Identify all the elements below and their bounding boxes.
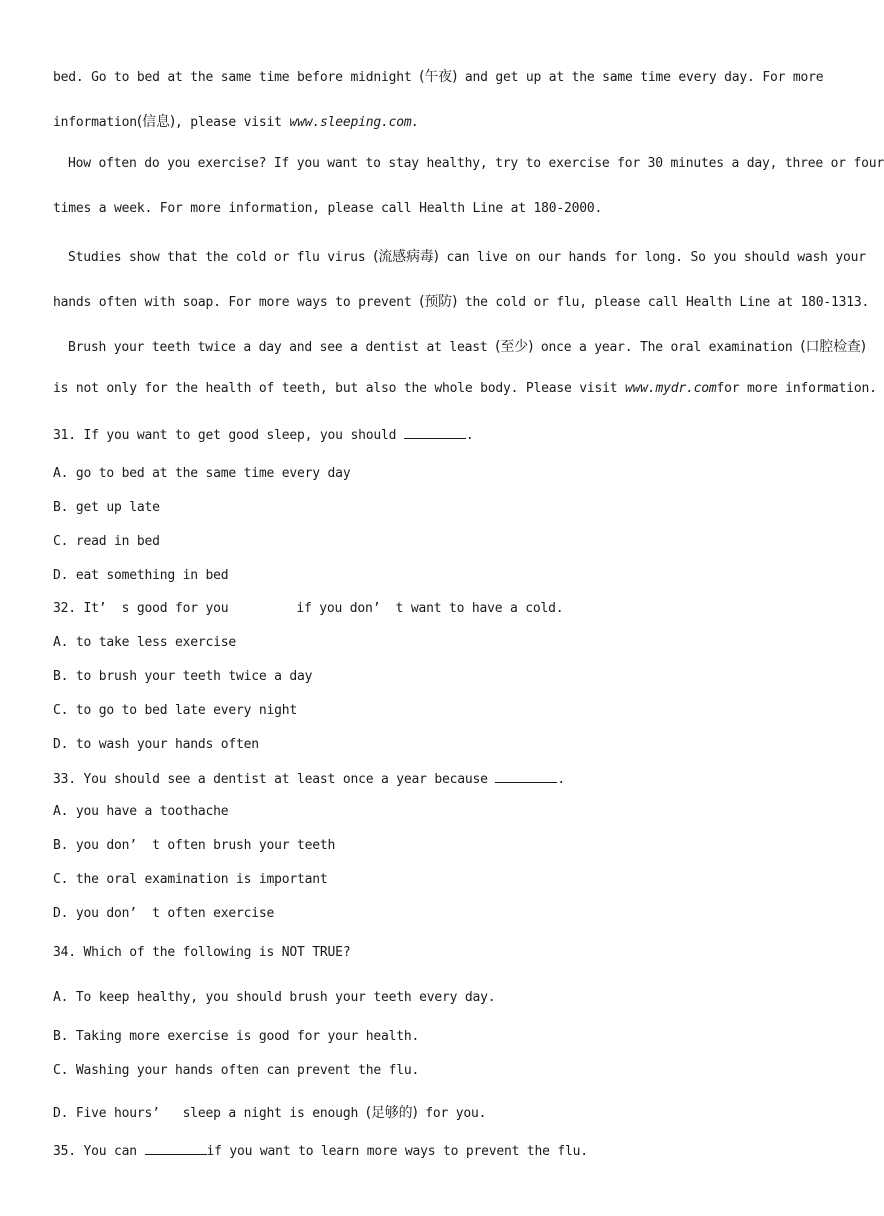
website-link: www.sleeping.com.: [289, 115, 420, 130]
website-link: www.mydr.com: [625, 381, 717, 396]
passage-text: Brush your teeth twice a day and see a dentist at least: [68, 340, 488, 355]
passage-line: [68, 156, 884, 171]
question-33-stem: [53, 770, 565, 787]
question-text: 32. It’ s good for you: [53, 601, 229, 616]
passage-text: can live on our hands for long. So you should wash your: [446, 250, 866, 265]
question-text: 31. If you want to get good sleep, you should: [53, 428, 397, 443]
chinese-gloss: (足够的): [365, 1105, 418, 1121]
passage-text: once a year. The oral examination: [540, 340, 793, 355]
answer-blank[interactable]: [404, 426, 466, 439]
option-d[interactable]: D. you don’ t often exercise: [53, 906, 275, 921]
question-text: 33. You should see a dentist at least once a year because: [53, 772, 488, 787]
passage-text: bed. Go to bed at the same time before midnight: [53, 70, 412, 85]
answer-blank[interactable]: [145, 1142, 207, 1155]
passage-text: How often do you exercise? If you want to stay healthy, try to exercise for 30 minutes a day, three or four: [68, 156, 884, 171]
option-text: D. Five hours’ sleep a night is enough: [53, 1106, 359, 1121]
question-text: .: [465, 428, 474, 443]
passage-text: for more information.: [716, 381, 877, 396]
question-text: .: [557, 772, 566, 787]
option-b[interactable]: B. get up late: [53, 500, 160, 515]
passage-text: is not only for the health of teeth, but also the whole body. Please visit: [53, 381, 618, 396]
option-c[interactable]: C. Washing your hands often can prevent the flu.: [53, 1063, 420, 1078]
option-c[interactable]: C. the oral examination is important: [53, 872, 328, 887]
passage-text: and get up at the same time every day. For more: [464, 70, 824, 85]
passage-line: [68, 246, 866, 266]
chinese-gloss: (信息): [136, 114, 176, 130]
chinese-gloss: (午夜): [419, 69, 458, 85]
passage-line: [53, 111, 419, 131]
passage-text: times a week. For more information, please call Health Line at 180-2000.: [53, 201, 603, 216]
option-c[interactable]: C. to go to bed late every night: [53, 703, 298, 718]
passage-text: the cold or flu, please call Health Line at 180-1313.: [464, 295, 870, 310]
passage-line: [68, 336, 866, 356]
passage-line: [53, 381, 877, 396]
passage-line: [53, 291, 869, 311]
passage-text: hands often with soap. For more ways to prevent: [53, 295, 412, 310]
question-text: if you want to learn more ways to prevent the flu.: [206, 1144, 588, 1159]
passage-line: [53, 66, 824, 86]
question-34-stem: 34. Which of the following is NOT TRUE?: [53, 945, 351, 960]
option-d[interactable]: [53, 1102, 486, 1122]
passage-text: information: [53, 115, 137, 130]
chinese-gloss: (流感病毒): [373, 249, 439, 265]
option-d[interactable]: D. to wash your hands often: [53, 737, 259, 752]
question-text: if you don’ t want to have a cold.: [296, 601, 564, 616]
passage-line: [53, 201, 602, 216]
chinese-gloss: (预防): [419, 294, 458, 310]
passage-text: , please visit: [175, 115, 282, 130]
option-d[interactable]: D. eat something in bed: [53, 568, 229, 583]
option-a[interactable]: A. you have a toothache: [53, 804, 229, 819]
passage-text: Studies show that the cold or flu virus: [68, 250, 366, 265]
option-text: for you.: [425, 1106, 487, 1121]
option-c[interactable]: C. read in bed: [53, 534, 160, 549]
option-a[interactable]: A. go to bed at the same time every day: [53, 466, 351, 481]
chinese-gloss: (口腔检查): [800, 339, 866, 355]
question-31-stem: [53, 426, 473, 443]
question-text: 35. You can: [53, 1144, 137, 1159]
answer-blank[interactable]: [495, 770, 557, 783]
option-a[interactable]: A. to take less exercise: [53, 635, 237, 650]
chinese-gloss: (至少): [495, 339, 534, 355]
question-35-stem: [53, 1142, 588, 1159]
question-32-stem: [53, 601, 563, 616]
option-b[interactable]: B. to brush your teeth twice a day: [53, 669, 313, 684]
option-a[interactable]: A. To keep healthy, you should brush your teeth every day.: [53, 990, 496, 1005]
option-b[interactable]: B. you don’ t often brush your teeth: [53, 838, 336, 853]
option-b[interactable]: B. Taking more exercise is good for your health.: [53, 1029, 420, 1044]
